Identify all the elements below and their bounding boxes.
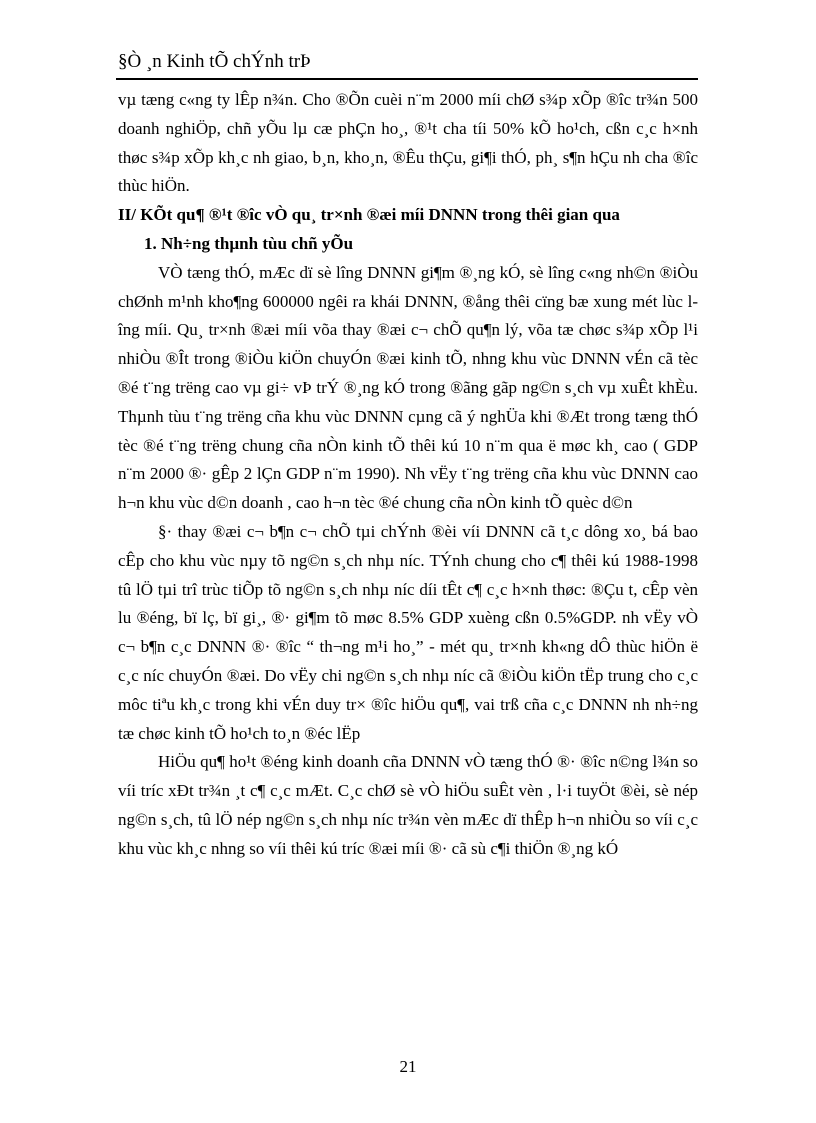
body-paragraph-efficiency: HiÖu qu¶ ho¹t ®éng kinh doanh cña DNNN vÒ tæng thÓ ®· ®îc n©ng l¾n so víi tríc xÐt tr¾n ¸t c¶ c¸c mÆt. C¸c chØ sè vÒ hiÖu suÊt vèn , l·i tuyÖt ®èi, sè nép ng©n s¸ch, tû lÖ nép ng©n s¸ch nhµ níc tr¾n vèn mÆc dï thÊp h¬n nhiÒu so víi c¸c khu vùc kh¸c nhng so víi thêi kú tríc ®æi míi ®· cã sù c¶i thiÖn ®¸ng kÓ xyxy=(118,752,698,858)
page-header-title: §Ò ¸n Kinh tÕ chÝnh trÞ xyxy=(118,51,311,72)
body-paragraph-achievements: VÒ tæng thÓ, mÆc dï sè lîng DNNN gi¶m ®¸ng kÓ, sè lîng c«ng nh©n ®iÒu chØnh m¹nh kho¶ng 600000 ngêi ra khái DNNN, ®ång thêi cïng bæ xung mét lùc lîng míi. Qu¸ tr×nh ®æi míi võa thay ®æi c¬ chÕ qu¶n lý, võa tæ chøc s¾p xÕp l¹i nhiÒu ®Ît trong ®iÒu kiÖn chuyÓn ®æi kinh tÕ, nhng khu vùc DNNN vÉn cã tèc ®é t¨ng trëng cao vµ gi÷ vÞ trÝ ®¸ng kÓ trong ®ãng gãp ng©n s¸ch vµ xuÊt khÈu. Thµnh tùu t¨ng trëng cña khu vùc DNNN cµng cã ý nghÜa khi ®Æt trong tæng thÓ tèc ®é t¨ng trëng chung cña nÒn kinh tÕ thêi kú 10 n¨m qua ë møc kh¸ cao ( GDP n¨m 2000 ®· gÊp 2 lÇn GDP n¨m 1990). Nh vËy t¨ng trëng cña khu vùc DNNN cao h¬n khu vùc d©n doanh , cao h¬n tèc ®é chung cña nÒn kinh tÕ quèc d©n xyxy=(118,262,698,513)
intro-paragraph: vµ tæng c«ng ty lÊp n¾n. Cho ®Õn cuèi n¨m 2000 míi chØ s¾p xÕp ®îc tr¾n 500 doanh nghiÖp, chñ yÕu lµ cæ phÇn ho¸, ®¹t cha tíi 50% kÕ ho¹ch, cßn c¸c h×nh thøc s¾p xÕp kh¸c nh giao, b¸n, kho¸n, ®Êu thÇu, gi¶i thÓ, ph¸ s¶n hÇu nh cha ®îc thùc hiÖn. xyxy=(118,90,698,196)
page-number: 21 xyxy=(399,1057,417,1076)
section-heading: II/ KÕt qu¶ ®¹t ®îc vÒ qu¸ tr×nh ®æi míi DNNN trong thêi gian qua xyxy=(118,205,620,225)
header-divider xyxy=(116,78,698,80)
sub-heading: 1. Nh÷ng thµnh tùu chñ yÕu xyxy=(144,233,354,253)
body-paragraph-finance: §· thay ®æi c¬ b¶n c¬ chÕ tµi chÝnh ®èi víi DNNN cã t¸c dông xo¸ bá bao cÊp cho khu vùc nµy tõ ng©n s¸ch nhµ níc. TÝnh chung cho c¶ thêi kú 1988-1998 tû lÖ tµi trî trùc tiÕp tõ ng©n s¸ch nhµ níc díi tÊt c¶ c¸c h×nh thøc: ®Çu t, cÊp vèn lu ®éng, bï lç, bï gi¸, ®· gi¶m tõ møc 8.5% GDP xuèng cßn 0.5%GDP. nh vËy vÒ c¬ b¶n c¸c DNNN ®· ®îc “ th¬ng m¹i ho¸” - mét qu¸ tr×nh kh«ng dÔ thùc hiÖn ë c¸c níc chuyÓn ®æi. Do vËy chi ng©n s¸ch nhµ níc cã ®iÒu kiÖn tËp trung cho c¸c môc tiªu kh¸c trong khi vÉn duy tr× ®îc hiÖu qu¶, vai trß cña c¸c DNNN nh nh÷ng tæ chøc kinh tÕ ho¹ch to¸n ®éc lËp xyxy=(118,521,698,743)
document-body xyxy=(118,86,698,864)
